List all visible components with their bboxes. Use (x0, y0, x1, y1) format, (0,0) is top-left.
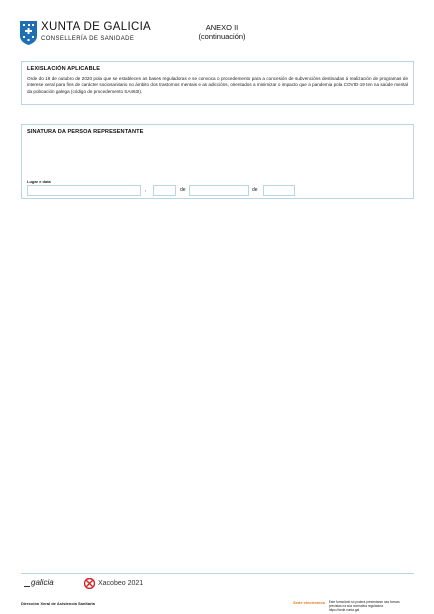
place-date-label: Lugar e data (27, 179, 51, 184)
annex-title: ANEXO II (205, 23, 239, 32)
galicia-logo-text: galicia (31, 578, 54, 587)
xunta-logo (20, 21, 151, 45)
org-subtitle: CONSELLERÍA DE SANIDADE (41, 36, 135, 42)
xacobeo-logo (84, 578, 143, 589)
footer-divider (21, 573, 414, 574)
legislation-text: Orde do 19 de outubro de 2020 pola que se establecen as bases reguladoras e se convoca o procedemento para a concesión de subvencións destinadas á realización de programas de interese xeral para fins de carácter sociosanitario no ámbito dos trastornos mentais e as adiccións, orientados a minimizar o impacto que a pandemia pola COVID-19 ten na saúde mental da poboación galega (código de procedemento SA463I). (27, 76, 408, 94)
day-input[interactable] (153, 185, 176, 196)
sede-logo: Sede electrónica (293, 600, 325, 605)
galicia-mark-icon (24, 586, 30, 587)
annex-continuation: (continuación) (198, 32, 246, 41)
sede-notes (329, 600, 413, 612)
org-title: XUNTA DE GALICIA (41, 21, 152, 33)
xacobeo-icon (84, 578, 95, 589)
galicia-logo (24, 578, 54, 587)
sede-note-text: Este formulario só poderá presentarse nas formas previstas na súa normativa reguladora (328, 600, 400, 608)
year-input[interactable] (263, 185, 295, 196)
month-input[interactable] (189, 185, 249, 196)
de-separator-2: de (252, 187, 258, 193)
comma-separator: , (145, 187, 147, 193)
place-input[interactable] (27, 185, 141, 196)
legislation-title: LEXISLACIÓN APLICABLE (27, 66, 101, 72)
sede-block (293, 600, 413, 612)
signature-section (21, 124, 414, 199)
sede-url[interactable]: https://sede.xunta.gal (328, 608, 360, 612)
xacobeo-logo-text: Xacobeo 2021 (98, 580, 144, 587)
xunta-shield-icon (20, 21, 37, 45)
signature-title: SINATURA DA PERSOA REPRESENTANTE (27, 129, 144, 135)
department-name: Dirección Xeral de Asistencia Sanitaria (21, 601, 95, 606)
de-separator-1: de (180, 187, 186, 193)
annex-heading (192, 23, 252, 41)
legislation-section (21, 61, 414, 105)
